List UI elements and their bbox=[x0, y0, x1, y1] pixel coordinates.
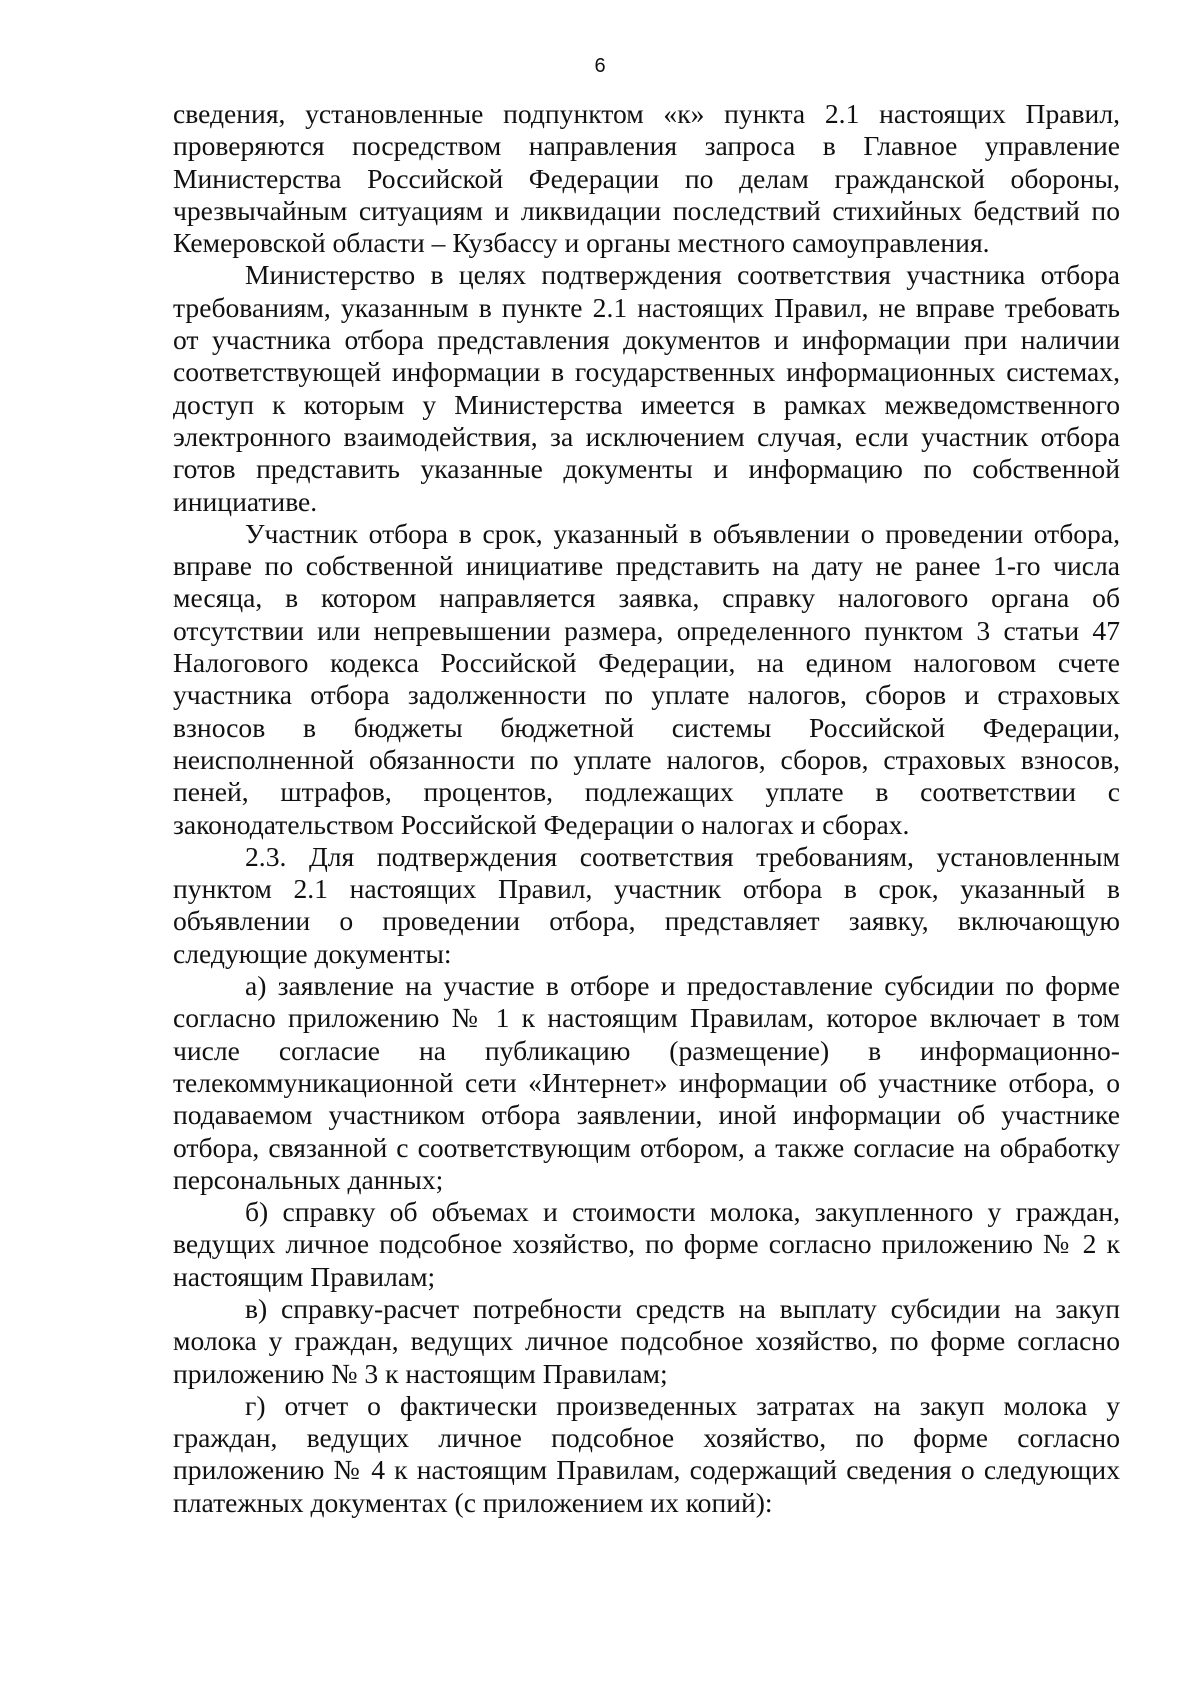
page-number: 6 bbox=[594, 55, 606, 77]
paragraph-ministry-requirements: Министерство в целях подтверждения соответствия участника отбора требованиям, указанным в пункте 2.1 настоящих Правил, не вправе требовать от участника отбора представления документов и информации при наличии соответствующей информации в государственных информационных системах, доступ к которым у Министерства имеется в рамках межведомственного электронного взаимодействия, за исключением случая, если участник отбора готов представить указанные документы и информацию по собственной инициативе. bbox=[173, 259, 1120, 517]
document-body bbox=[173, 98, 1120, 1519]
list-item-g: г) отчет о фактически произведенных затратах на закуп молока у граждан, ведущих личное подсобное хозяйство, по форме согласно приложению № 4 к настоящим Правилам, содержащий сведения о следующих платежных документах (с приложением их копий): bbox=[173, 1389, 1120, 1518]
paragraph-tax-certificate: Участник отбора в срок, указанный в объявлении о проведении отбора, вправе по собственной инициативе представить на дату не ранее 1-го числа месяца, в котором направляется заявка, справку налогового органа об отсутствии или непревышении размера, определенного пунктом 3 статьи 47 Налогового кодекса Российской Федерации, на едином налоговом счете участника отбора задолженности по уплате налогов, сборов и страховых взносов в бюджеты бюджетной системы Российской Федерации, неисполненной обязанности по уплате налогов, сборов, страховых взносов, пеней, штрафов, процентов, подлежащих уплате в соответствии с законодательством Российской Федерации о налогах и сборах. bbox=[173, 517, 1120, 840]
list-item-a: а) заявление на участие в отборе и предоставление субсидии по форме согласно приложению № 1 к настоящим Правилам, которое включает в том числе согласие на публикацию (размещение) в информационно-телекоммуникационной сети «Интернет» информации об участнике отбора, о подаваемом участником отбора заявлении, иной информации об участнике отбора, связанной с соответствующим отбором, а также согласие на обработку персональных данных; bbox=[173, 970, 1120, 1195]
list-item-b: б) справку об объемах и стоимости молока, закупленного у граждан, ведущих личное подсобное хозяйство, по форме согласно приложению № 2 к настоящим Правилам; bbox=[173, 1196, 1120, 1292]
paragraph-continuation: сведения, установленные подпунктом «к» пункта 2.1 настоящих Правил, проверяются посредством направления запроса в Главное управление Министерства Российской Федерации по делам гражданской обороны, чрезвычайным ситуациям и ликвидации последствий стихийных бедствий по Кемеровской области – Кузбассу и органы местного самоуправления. bbox=[173, 98, 1120, 259]
paragraph-2-3: 2.3. Для подтверждения соответствия требованиям, установленным пунктом 2.1 настоящих Правил, участник отбора в срок, указанный в объявлении о проведении отбора, представляет заявку, включающую следующие документы: bbox=[173, 840, 1120, 969]
list-item-v: в) справку-расчет потребности средств на выплату субсидии на закуп молока у граждан, ведущих личное подсобное хозяйство, по форме согласно приложению № 3 к настоящим Правилам; bbox=[173, 1292, 1120, 1389]
